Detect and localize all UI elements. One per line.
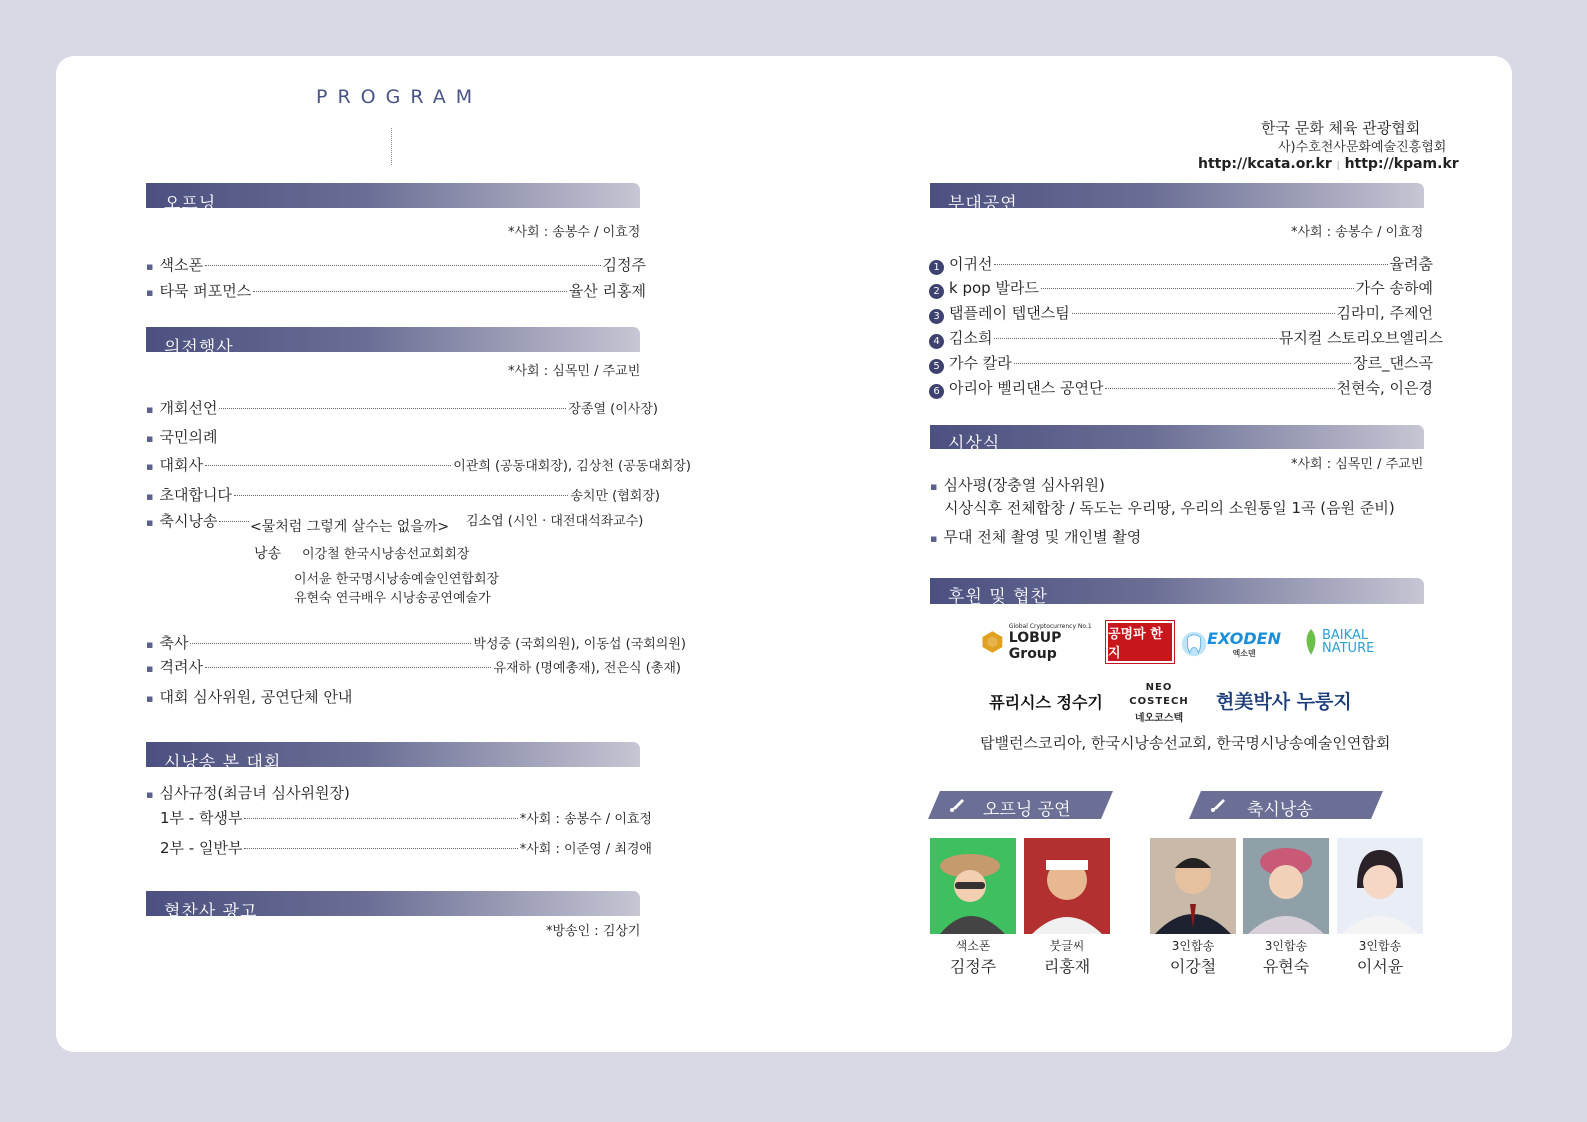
exoden-logo: EXODEN 엑소덴: [1181, 622, 1281, 666]
list-item: ▪ 심사규정(최금녀 심사위원장): [146, 784, 350, 802]
avatar: [1024, 838, 1110, 934]
performer-caption: 3인합송 이강철: [1169, 939, 1217, 976]
list-item: 4 김소희 뮤지컬 스토리오브엘리스: [929, 327, 1443, 348]
neo-logo: NEO COSTECH 네오코스텍: [1129, 681, 1189, 724]
bullet-icon: ▪: [146, 403, 154, 416]
section-header-opening: 오프닝: [146, 183, 640, 208]
reader: 이서윤 한국명시낭송예술인연합회장: [294, 572, 500, 587]
list-item: ▪ 심사평(장충열 심사위원): [930, 476, 1105, 494]
list-item: ▪ 격려사 유재하 (명예총재), 전은식 (총재): [146, 658, 681, 676]
avatar: [930, 838, 1016, 934]
performer-caption: 3인합송 유현숙: [1262, 939, 1310, 976]
section-header-ceremony: 의전행사: [146, 327, 640, 352]
list-item: ▪ 축시낭송: [146, 510, 251, 531]
purisys-logo: 퓨리시스 정수기: [989, 692, 1103, 712]
bullet-icon: ▪: [146, 490, 154, 503]
list-item: 5 가수 칼라 장르_댄스곡: [929, 352, 1433, 373]
section-header-contest: 시낭송 본 대회: [146, 742, 640, 767]
poem-title: <물처럼 그렇게 살수는 없을까>: [250, 519, 450, 535]
pen-icon: [948, 797, 966, 813]
list-item: ▪ 무대 전체 촬영 및 개인별 촬영: [930, 528, 1142, 546]
list-item: ▪ 색소폰 김정주: [146, 256, 646, 274]
section-header-awards: 시상식: [930, 425, 1424, 449]
bullet-icon: ▪: [146, 432, 154, 445]
pen-icon: [1209, 797, 1227, 813]
list-item: 3 탭플레이 텝댄스팀 김라미, 주제언: [929, 302, 1433, 323]
ad-host: *방송인 : 김상기: [546, 924, 641, 939]
url-kpam[interactable]: http://kpam.kr: [1344, 156, 1459, 172]
bullet-icon: ▪: [146, 692, 154, 705]
list-item: 1부 - 학생부 *사회 : 송봉수 / 이효정: [160, 809, 652, 827]
poet: 김소엽 (시인 · 대전대석좌교수): [466, 514, 644, 529]
lobup-icon: [980, 627, 1005, 657]
tooth-icon: [1181, 626, 1207, 662]
bullet-icon: ▪: [146, 788, 154, 801]
program-title: PROGRAM: [316, 86, 483, 108]
list-item: ▪ 축사 박성중 (국회의원), 이동섭 (국회의원): [146, 634, 686, 652]
ceremony-host: *사회 : 심목민 / 주교빈: [508, 364, 641, 379]
performer-caption: 붓글씨 리홍재: [1043, 939, 1091, 976]
list-item: ▪ 국민의례: [146, 428, 218, 446]
list-item: ▪ 타묵 퍼포먼스 율산 리홍제: [146, 282, 646, 300]
list-item: ▪ 대회 심사위원, 공연단체 안내: [146, 688, 353, 706]
bullet-icon: ▪: [146, 260, 154, 273]
program-page: [56, 56, 1512, 1052]
list-item: 1 이귀선 율려춤: [929, 253, 1433, 274]
avatar: [1243, 838, 1329, 934]
list-item: 2부 - 일반부 *사회 : 이준영 / 최경애: [160, 839, 652, 857]
bullet-icon: ▪: [930, 532, 938, 545]
bullet-icon: ▪: [146, 662, 154, 675]
org-name: 한국 문화 체육 관광협회: [1261, 119, 1421, 137]
baikal-logo: BAIKAL NATURE: [1296, 622, 1376, 662]
sponsor-text: 탑밸런스코리아, 한국시낭송선교회, 한국명시낭송예술인연합회: [980, 734, 1391, 752]
section-header-sponsors: 후원 및 협찬: [930, 578, 1424, 604]
list-item: ▪ 초대합니다 송치만 (협회장): [146, 486, 660, 504]
divider-line: [391, 128, 392, 165]
performer-caption: 색소폰 김정주: [949, 939, 997, 976]
bullet-icon: ▪: [146, 286, 154, 299]
nurungji-logo: 현美박사 누룽지: [1216, 690, 1352, 713]
list-item: ▪ 개회선언 장종열 (이사장): [146, 399, 658, 417]
url-kcata[interactable]: http://kcata.or.kr: [1198, 156, 1332, 172]
section-header-side: 부대공연: [930, 183, 1424, 208]
org-sub: 사)수호천사문화예술진흥협회: [1278, 140, 1447, 155]
lobup-logo: Global Cryptocurrency No.1 LOBUP Group: [980, 622, 1096, 662]
list-item: 2 k pop 발라드 가수 송하예: [929, 277, 1433, 298]
awards-host: *사회 : 심목민 / 주교빈: [1291, 457, 1424, 472]
awards-line: 시상식후 전체합창 / 독도는 우리땅, 우리의 소원통일 1곡 (음원 준비): [944, 499, 1395, 517]
tag-opening-performance: 오프닝 공연: [928, 791, 1113, 819]
reader-label: 낭송: [254, 546, 282, 562]
list-item: ▪ 대회사 이관희 (공동대회장), 김상천 (공동대회장): [146, 456, 691, 474]
performer-caption: 3인합송 이서윤: [1356, 939, 1404, 976]
reader: 유현숙 연극배우 시낭송공연예술가: [294, 591, 491, 606]
bullet-icon: ▪: [146, 516, 154, 529]
avatar: [1150, 838, 1236, 934]
org-urls: http://kcata.or.kr | http://kpam.kr: [1198, 156, 1459, 172]
leaf-icon: [1300, 627, 1322, 657]
opening-host: *사회 : 송봉수 / 이효정: [508, 225, 641, 240]
reader: 이강철 한국시낭송선교회회장: [302, 547, 470, 562]
list-item: 6 아리아 벨리댄스 공연단 천현숙, 이은경: [929, 377, 1433, 398]
hanji-logo: 공명파 한지: [1106, 621, 1174, 663]
bullet-icon: ▪: [146, 460, 154, 473]
section-header-ad: 협찬사 광고: [146, 891, 640, 916]
bullet-icon: ▪: [146, 638, 154, 651]
avatar: [1337, 838, 1423, 934]
side-host: *사회 : 송봉수 / 이효정: [1291, 225, 1424, 240]
bullet-icon: ▪: [930, 480, 938, 493]
tag-poem-recital: 축시낭송: [1189, 791, 1383, 819]
